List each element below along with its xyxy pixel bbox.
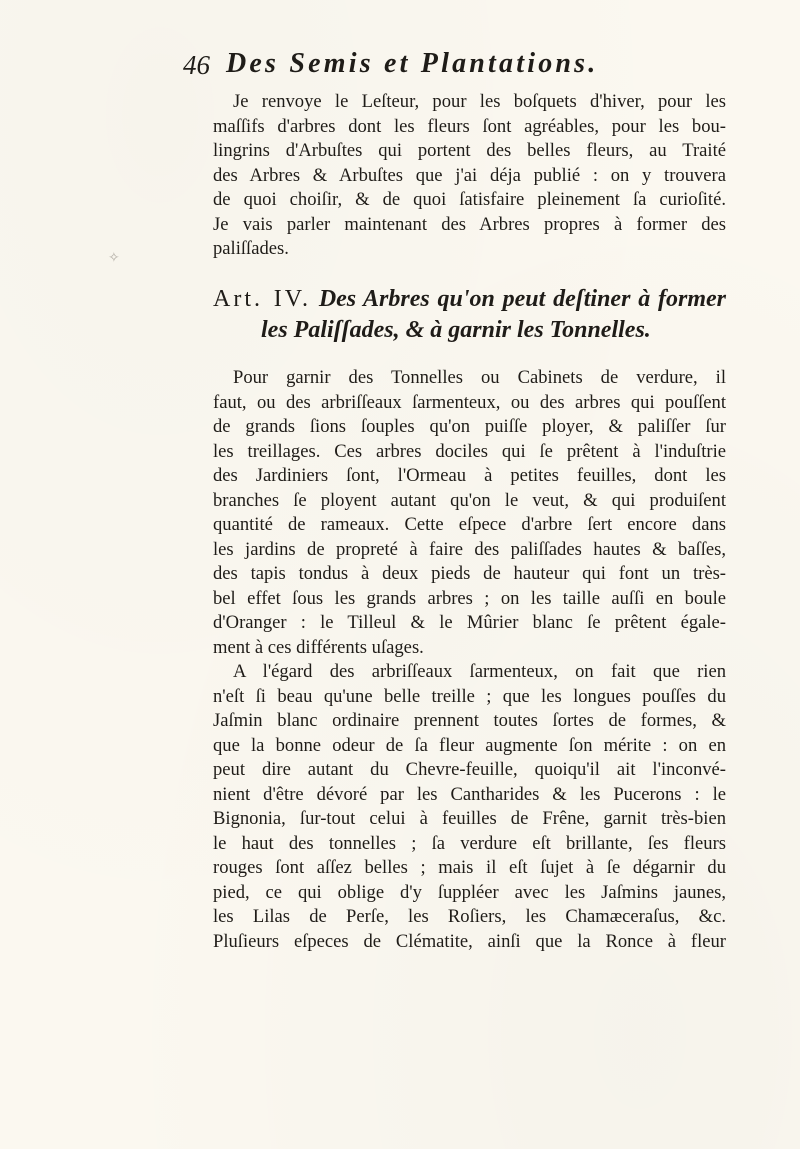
text-line: de grands ſions ſouples qu'on puiſſe ployer, & paliſſer ſur — [213, 416, 726, 437]
article-label: Art. IV. — [213, 286, 312, 312]
text-line: Je renvoye le Leſteur, pour les boſquets d'hiver, pour les — [233, 91, 726, 112]
text-line: faut, ou des arbriſſeaux ſarmenteux, ou des arbres qui pouſſent — [213, 391, 726, 413]
text-line: que la bonne odeur de ſa fleur augmente ſon mérite : on en — [213, 734, 726, 756]
text-line: le haut des tonnelles ; ſa verdure eſt brillante, ſes fleurs — [213, 832, 726, 854]
text-line: branches ſe ployent autant qu'on le veut, & qui produiſent — [213, 489, 726, 511]
text-line: des Jardiniers ſont, l'Ormeau à petites feuilles, dont les — [213, 465, 726, 486]
page-number: 46 — [183, 50, 210, 80]
page-header — [183, 48, 723, 88]
text-line: Jaſmin blanc ordinaire prennent toutes ſortes de formes, & — [213, 710, 726, 731]
text-line: les Lilas de Perſe, les Roſiers, les Chamæceraſus, &c. — [213, 906, 726, 927]
text-line: paliſſades. — [213, 238, 289, 259]
text-line: quantité de rameaux. Cette eſpece d'arbre ſert encore dans — [213, 514, 726, 535]
text-line: maſſifs d'arbres dont les fleurs ſont agréables, pour les bou- — [213, 115, 726, 137]
running-head: Des Semis et Plantations. — [226, 48, 599, 79]
text-line: Je vais parler maintenant des Arbres propres à former des — [213, 213, 726, 235]
text-line: Bignonia, ſur-tout celui à feuilles de Frêne, garnit très-bien — [213, 808, 726, 829]
text-line: ment à ces différents uſages. — [213, 636, 424, 658]
section-title — [213, 284, 726, 346]
section-title-line — [213, 315, 726, 346]
text-line: n'eſt ſi beau qu'une belle treille ; que les longues pouſſes du — [213, 685, 726, 707]
text-line: rouges ſont aſſez belles ; mais il eſt ſujet à ſe dégarnir du — [213, 857, 726, 878]
text-line: pied, ce qui oblige d'y ſuppléer avec les Jaſmins jaunes, — [213, 881, 726, 903]
text-line: de quoi choiſir, & de quoi ſatisfaire pleinement ſa curioſité. — [213, 189, 726, 210]
text-line: Pluſieurs eſpeces de Clématite, ainſi que la Ronce à fleur — [213, 930, 726, 952]
text-line: des tapis tondus à deux pieds de hauteur qui font un très- — [213, 563, 726, 584]
text-line: lingrins d'Arbuſtes qui portent des belles fleurs, au Traité — [213, 140, 726, 161]
paragraph-intro — [213, 90, 726, 262]
text-line: Pour garnir des Tonnelles ou Cabinets de verdure, il — [233, 367, 726, 388]
text-line: bel effet ſous les grands arbres ; on les taille auſſi en boule — [213, 587, 726, 609]
text-line: A l'égard des arbriſſeaux ſarmenteux, on fait que rien — [233, 661, 726, 682]
text-line: nient d'être dévoré par les Cantharides & les Pucerons : le — [213, 783, 726, 805]
margin-mark-icon: ✧ — [108, 250, 120, 266]
text-line: peut dire autant du Chevre-feuille, quoiqu'il ait l'inconvé- — [213, 759, 726, 780]
section-title-text: les Paliſſades, & à garnir les Tonnelles. — [261, 317, 651, 343]
text-line: d'Oranger : le Tilleul & le Mûrier blanc ſe prêtent égale- — [213, 612, 726, 633]
section-title-line — [213, 284, 726, 315]
text-line: des Arbres & Arbuſtes que j'ai déja publié : on y trouvera — [213, 164, 726, 186]
paragraph-body — [213, 366, 726, 954]
section-title-text: Des Arbres qu'on peut deſtiner à former — [318, 286, 726, 312]
text-line: les treillages. Ces arbres dociles qui ſe prêtent à l'induſtrie — [213, 440, 726, 462]
text-line: les jardins de propreté à faire des paliſſades hautes & baſſes, — [213, 538, 726, 560]
